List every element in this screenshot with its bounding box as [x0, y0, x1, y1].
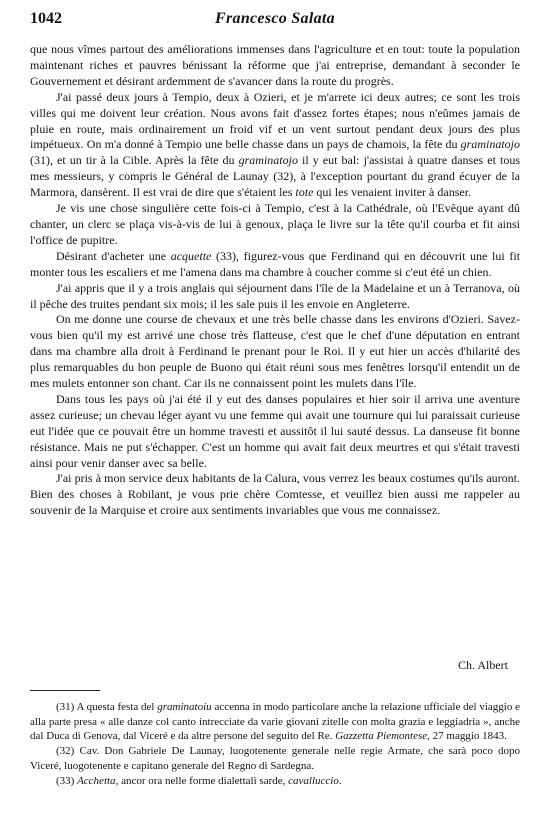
paragraph-3 [30, 201, 520, 249]
paragraph-7 [30, 392, 520, 472]
text-run: Dans tous les pays où j'ai été il y eut des danses populaires et hier soir il arriva une aventure assez curieuse; un chevau léger ayant vu une femme qui avait une tournure qui lui paraissait curieuse eut l'idée que ce pouvait être un homme travesti et aussitôt il lui sauté dessus. La danseuse fit bonne résistance. Mais ne put s'échapper. C'est un homme qui avait fait deux meurtres et qui s'était travesti ainsi pour venir danser avec sa belle. [30, 391, 520, 470]
italic-term: acquette [170, 248, 212, 263]
text-run: (31) A questa festa del [56, 701, 158, 713]
footnote-divider [30, 690, 100, 691]
text-run: accenna in modo particolare anche la relazione ufficiale del viaggio e alla parte presa « alle danze col canto intrecciate da varie giovani zitelle con molta grazia e leggiadria », anche dal Duca di Genova, dal Viceré e da altre persone del seguito del Re. [30, 701, 520, 743]
text-run: , ancor ora nelle forme dialettali sarde, [115, 774, 289, 787]
text-run: (33), figurez-vous que Ferdinand qui en découvrit une lui fit monter tous les escaliers et me l'amena dans ma chambre à coucher comme si c'eut été un chien. [30, 248, 520, 279]
italic-term: graminatojo [460, 137, 520, 152]
paragraph-6 [30, 312, 520, 392]
text-run: . [338, 774, 342, 787]
text-run: On me donne une course de chevaux et une très belle chasse dans les environs d'Ozieri. Savez-vous bien qu'il my est arrivé une chose très flatteuse, c'est que le chef d'une députation en entrant dans ma chambre alla droit à Ferdinand le prenant pour le Roi. Il y eut hier un accès d'hilarité des plus remarquables du bon peuple de Buono qui était réuni sous mes fenêtres lorsqu'il entendit un de mes mulets entonner son chant. Car ils ne connaissent point les mulets dans l'île. [30, 312, 520, 391]
paragraph-4 [30, 249, 520, 281]
text-run: , 27 maggio 1843. [427, 730, 507, 743]
text-run: que nous vîmes partout des améliorations immenses dans l'agriculture et en tout: toute la population maintenant riches et pauvres bénissant la réforme que j'ai entreprise, demandant à seconder le Gouvernement et désirant ardemment de s'avancer dans la route du progrès. [30, 42, 520, 88]
text-run: Désirant d'acheter une [56, 248, 171, 263]
page-header [30, 10, 520, 30]
italic-term: cavalluccio [288, 774, 339, 787]
paragraph-8 [30, 471, 520, 519]
text-run: (31), et un tir à la Cible. Après la fête du [30, 153, 239, 168]
italic-term: graminatojo [238, 153, 298, 168]
text-run: J'ai pris à mon service deux habitants de la Calura, vous verrez les beaux costumes qu'ils auront. Bien des choses à Robilant, je vous prie chère Comtesse, et veuillez bien aussi me rappeler au souvenir de la Marquise et croire aux sentiments invariables que vous me connaissez. [30, 471, 520, 518]
paragraph-2 [30, 90, 520, 201]
text-run: il y eut bal: j'assistai à quatre danses et tous mes messieurs, y compris le Général de Launay (32), à l'exception pourtant du grand écuyer de la Marmora, dansèrent. Il est vrai de dire que s'étaient les [30, 153, 520, 200]
letter-body [30, 42, 520, 519]
footnote-32 [30, 744, 520, 773]
page-number: 1042 [30, 10, 62, 27]
running-title: Francesco Salata [215, 10, 335, 27]
text-run: J'ai appris que il y a trois anglais qui séjournent dans l'île de la Madelaine et un à Terranova, où il pêche des truites pendant six mois; il les sale puis il les envoie en Angleterre. [30, 280, 520, 311]
signature: Ch. Albert [458, 658, 508, 672]
footnote-31 [30, 700, 520, 744]
paragraph-1 [30, 42, 520, 90]
text-run: J'ai passé deux jours à Tempio, deux à Ozieri, et je m'arrete ici deux autres; ce sont les trois villes qui me doivent leur création. Nous avons fait d'assez fortes étapes; nous n'eûmes jamais de pluie en route, mais ordinairement un froid vif et un vent surtout pendant deux jours des plus impétueux. On m'a donné à Tempio une belle chasse dans un pays de chamois, la fête du [30, 89, 520, 152]
text-run: Je vis une chose singulière cette fois-ci à Tempio, c'est à la Cathédrale, où l'Evêque ayant dû chanter, un clerc se plaça vis-à-vis de lui à genoux, plaça le livre sur la tête qu'il courba et fit ainsi l'office de pupitre. [30, 201, 520, 247]
text-run: (32) Cav. Don Gabriele De Launay, luogotenente generale nelle regie Armate, che sarà poco dopo Viceré, luogotenente e capitano generale del Regno di Sardegna. [30, 745, 520, 772]
footnote-33 [30, 774, 520, 789]
italic-term: graminatoiu [157, 701, 212, 713]
text-run: (33) [56, 774, 78, 787]
text-run: qui les venaient inviter à danser. [313, 185, 472, 200]
footnotes [30, 700, 520, 788]
italic-term: Gazzetta Piemontese [335, 730, 428, 743]
italic-term: Acchetta [77, 774, 116, 787]
paragraph-5 [30, 281, 520, 313]
italic-term: tote [295, 185, 314, 200]
